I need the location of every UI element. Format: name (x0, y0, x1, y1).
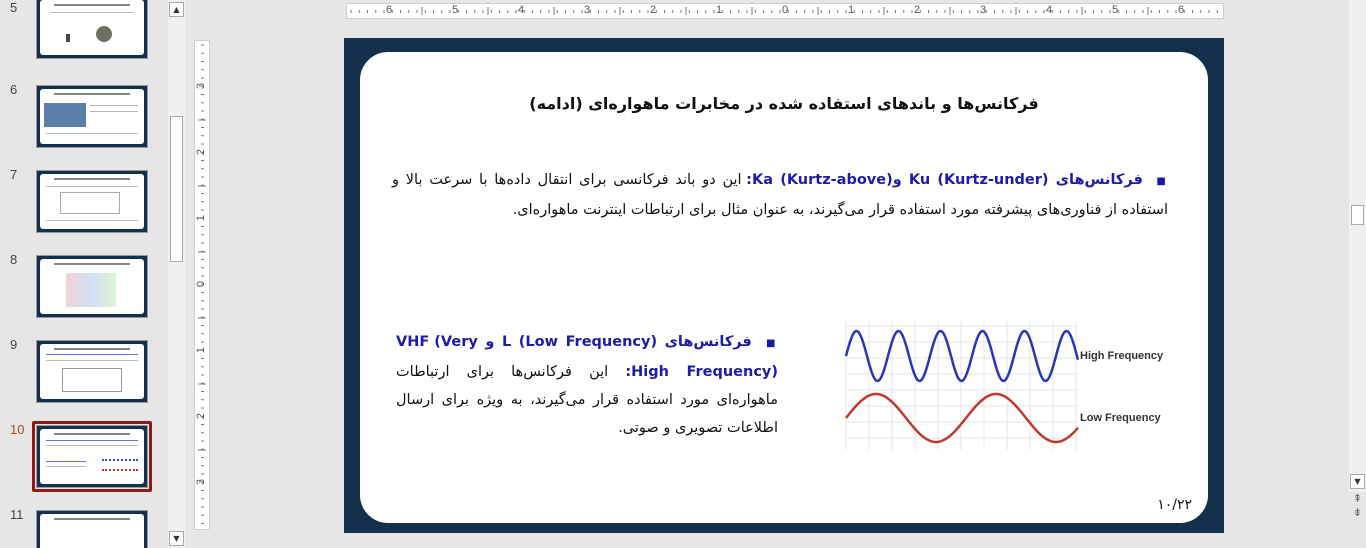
ruler-tick-label: 4 (1046, 4, 1053, 16)
bullet-ku-ka[interactable] (392, 166, 1168, 224)
slide-number: 5 (10, 0, 18, 15)
ruler-tick-label: 2 (914, 4, 921, 16)
thumbnail-scrollbar[interactable] (168, 0, 185, 548)
slide-thumbnail-image[interactable] (36, 85, 148, 148)
ruler-tick-label: 3 (195, 82, 208, 90)
slide-title[interactable]: فرکانس‌ها و باندهای استفاده شده در مخابرات ماهواره‌ای (ادامه) (529, 94, 1039, 113)
ruler-tick-label: 3 (980, 4, 987, 16)
prev-next-slide-buttons[interactable] (1349, 492, 1366, 526)
slide-thumbnail-8[interactable] (0, 252, 166, 322)
low-frequency-label: Low Frequency (1080, 412, 1161, 424)
slide-thumbnail-9[interactable] (0, 337, 166, 407)
slide-thumbnail-image[interactable] (36, 0, 148, 59)
previous-slide-icon[interactable]: ⇞ (1352, 492, 1363, 505)
ruler-tick-label: 0 (195, 280, 208, 288)
low-frequency-wave (846, 394, 1078, 442)
slide-canvas[interactable] (344, 38, 1224, 533)
ruler-tick-label: 5 (1112, 4, 1119, 16)
slide-scrollbar[interactable] (1349, 0, 1366, 492)
ruler-tick-label: 6 (1178, 4, 1185, 16)
slide-thumbnail-pane[interactable] (0, 0, 166, 548)
slide-page-number: ۱۰/۲۲ (1157, 497, 1192, 513)
slide-number: 9 (10, 337, 18, 352)
slide-number: 7 (10, 167, 18, 182)
slide-thumbnail-image[interactable] (36, 170, 148, 233)
slide-thumbnail-image[interactable] (36, 255, 148, 318)
slide-thumbnail-6[interactable] (0, 82, 166, 152)
slide-content-card (360, 52, 1208, 523)
scrollbar-thumb[interactable] (1351, 205, 1364, 225)
slide-thumbnail-7[interactable] (0, 167, 166, 237)
ruler-tick-label: 1 (195, 214, 208, 222)
slide-number: 6 (10, 82, 18, 97)
ruler-tick-label: 4 (518, 4, 525, 16)
ruler-tick-label: 2 (195, 148, 208, 156)
ruler-tick-label: 1 (195, 346, 208, 354)
high-frequency-label: High Frequency (1080, 350, 1164, 362)
next-slide-icon[interactable]: ⇟ (1352, 506, 1363, 519)
slide-number: 8 (10, 252, 18, 267)
ruler-tick-label: 3 (195, 478, 208, 486)
scrollbar-thumb[interactable] (170, 116, 183, 262)
frequency-waves-image[interactable] (844, 322, 1174, 452)
slide-number: 11 (10, 507, 24, 522)
horizontal-ruler[interactable] (346, 3, 1224, 19)
slide-thumbnail-5[interactable] (0, 0, 166, 70)
slide-number: 10 (10, 422, 25, 437)
ruler-tick-label: 1 (848, 4, 855, 16)
waves-drawing (844, 322, 1174, 452)
ruler-tick-label: 2 (650, 4, 657, 16)
scroll-down-arrow-icon[interactable]: ▼ (169, 531, 184, 546)
bullet-heading: فرکانس‌های Ku (Kurtz-under) وKa (Kurtz-above): (746, 172, 1143, 188)
scroll-down-arrow-icon[interactable]: ▼ (1350, 474, 1365, 489)
scroll-up-arrow-icon[interactable]: ▲ (169, 2, 184, 17)
high-frequency-wave (846, 331, 1078, 381)
bullet-body: این فرکانس‌ها برای ارتباطات ماهواره‌ای مورد استفاده قرار می‌گیرند، به ویژه برای ارسال اطلاعات تصویری و صوتی. (396, 364, 778, 436)
slide-thumbnail-image[interactable] (36, 510, 148, 548)
slide-thumbnail-image[interactable] (36, 340, 148, 403)
slide-thumbnail-10[interactable] (0, 422, 166, 492)
ruler-tick-label: 2 (195, 412, 208, 420)
bullet-l-vhf[interactable] (396, 328, 778, 442)
ruler-tick-label: 3 (584, 4, 591, 16)
ruler-tick-label: 5 (452, 4, 459, 16)
bullet-body: این دو باند فرکانسی برای انتقال داده‌ها با سرعت بالا و استفاده از فناوری‌های پیشرفته مورد استفاده قرار می‌گیرند، به عنوان مثال برای ارتباطات اینترنت ماهواره‌ای. (392, 172, 1168, 218)
bullet-square-icon: ■ (1156, 176, 1169, 187)
ruler-tick-label: 6 (386, 4, 393, 16)
slide-thumbnail-image[interactable] (36, 425, 148, 488)
bullet-square-icon: ■ (766, 338, 779, 349)
slide-thumbnail-11[interactable] (0, 507, 166, 548)
bullet-heading: فرکانس‌های L (Low Frequency) و VHF (Very High Frequency): (396, 334, 778, 380)
ruler-tick-label: 0 (782, 4, 789, 16)
ruler-tick-label: 1 (716, 4, 723, 16)
vertical-ruler[interactable] (194, 40, 210, 530)
